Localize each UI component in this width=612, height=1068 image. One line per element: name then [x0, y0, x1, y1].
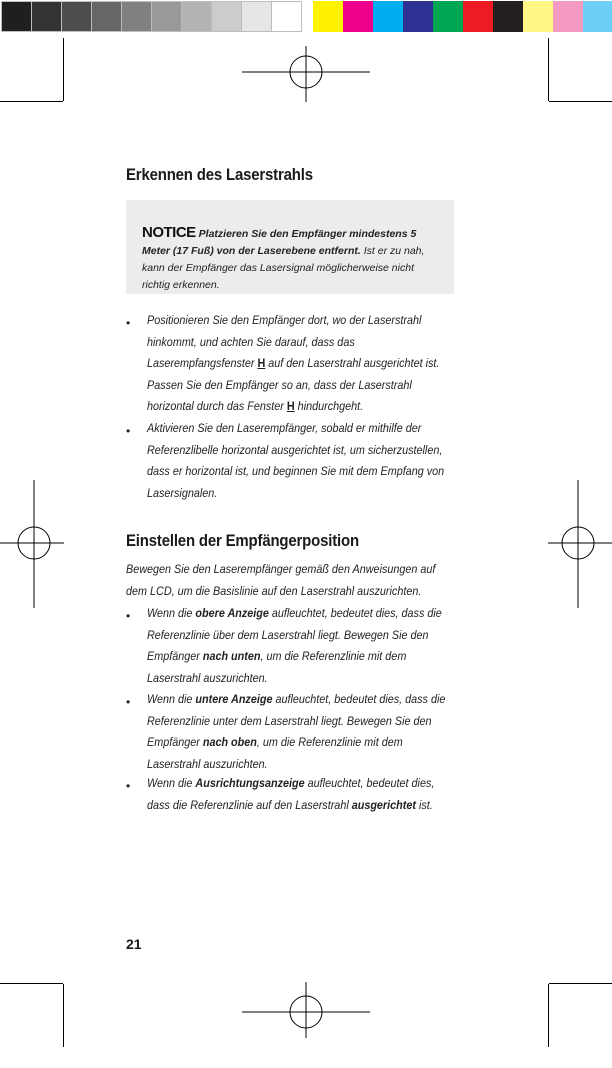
list-item: [147, 773, 453, 816]
gray-swatch: [241, 1, 272, 32]
window-label-h: H: [286, 399, 295, 413]
notice-box: [126, 200, 454, 294]
section-title-laser-detection: Erkennen des Laserstrahls: [126, 165, 313, 184]
gray-swatch: [211, 1, 242, 32]
section-title-receiver-position: Einstellen der Empfängerposition: [126, 531, 359, 550]
color-swatch: [463, 1, 494, 32]
color-swatch: [313, 1, 344, 32]
bullet-icon: •: [126, 316, 131, 330]
bullet-icon: •: [126, 695, 131, 709]
crop-mark: [549, 983, 612, 984]
color-swatch: [493, 1, 524, 32]
list-item-text: auf den Laserstrahl ausgerichtet ist. Passen Sie den Empfänger so an, dass der Laserstrahl horizontal durch das Fenster: [147, 356, 440, 413]
notice-bold-text: Platzieren Sie den Empfänger mindestens 5 Meter (17 Fuß) von der Laserebene entfernt.: [142, 228, 417, 257]
color-swatch: [373, 1, 404, 32]
crop-mark: [548, 38, 549, 101]
page-number: 21: [126, 936, 142, 952]
aligned-label: ausgerichtet: [351, 797, 416, 812]
notice-text: [142, 224, 442, 294]
list-item-text: ist.: [415, 797, 433, 812]
list-item-text: Wenn die: [147, 606, 196, 620]
bullet-icon: •: [126, 609, 131, 623]
list-item-text: , um die Referenzlinie mit dem Laserstrahl auszurichten.: [147, 735, 403, 771]
color-calibration-bar: [0, 0, 612, 33]
list-item-text: Wenn die: [147, 776, 196, 790]
gray-swatch: [31, 1, 62, 32]
gray-swatch: [181, 1, 212, 32]
color-swatch: [583, 1, 612, 32]
crop-mark: [0, 101, 63, 102]
list-item-text: Positionieren Sie den Empfänger dort, wo der Laserstrahl hinkommt, und achten Sie darauf, dass das Laserempfangsfenster: [147, 313, 422, 370]
gray-swatch: [121, 1, 152, 32]
gray-swatch: [91, 1, 122, 32]
list-item-text: aufleuchtet, bedeutet dies, dass die Referenzlinie unter dem Laserstrahl liegt. Bewegen Sie den Empfänger: [147, 692, 446, 749]
crop-mark: [63, 984, 64, 1047]
bullet-icon: •: [126, 779, 131, 793]
crop-mark: [548, 984, 549, 1047]
alignment-indicator-label: Ausrichtungsanzeige: [195, 776, 305, 790]
registration-mark-right: [548, 480, 612, 608]
gray-swatch: [271, 1, 302, 32]
color-swatch: [343, 1, 374, 32]
direction-label: nach oben: [202, 735, 257, 749]
list-item-text: hindurchgeht.: [294, 399, 364, 413]
list-item-text: aufleuchtet, bedeutet dies, dass die Referenzlinie auf den Laserstrahl: [147, 776, 435, 812]
list-item: [147, 418, 453, 504]
list-item-text: Aktivieren Sie den Laserempfänger, sobald er mithilfe der Referenzlibelle horizontal ausgerichtet ist, um sicherzustellen, dass er horizontal ist, und beginnen Sie mit dem Empfang von Lasersignalen.: [147, 421, 445, 500]
lower-indicator-label: untere Anzeige: [195, 692, 273, 706]
list-item-text: Wenn die: [147, 692, 196, 706]
notice-badge: NOTICE: [142, 224, 196, 241]
color-swatch: [403, 1, 434, 32]
crop-mark: [0, 983, 63, 984]
list-item: [147, 689, 453, 775]
gray-swatch: [61, 1, 92, 32]
crop-mark: [549, 101, 612, 102]
list-item-text: , um die Referenzlinie mit dem Laserstrahl auszurichten.: [147, 649, 407, 685]
window-label-h: H: [257, 356, 266, 370]
registration-mark-bottom: [242, 982, 370, 1038]
gray-swatch: [151, 1, 182, 32]
crop-mark: [63, 38, 64, 101]
list-item-text: aufleuchtet, bedeutet dies, dass die Referenzlinie über dem Laserstrahl liegt. Bewegen Sie den Empfänger: [147, 606, 442, 663]
color-swatch: [433, 1, 464, 32]
gray-swatch: [1, 1, 32, 32]
upper-indicator-label: obere Anzeige: [195, 606, 269, 620]
intro-paragraph: Bewegen Sie den Laserempfänger gemäß den Anweisungen auf dem LCD, um die Basislinie auf den Laserstrahl auszurichten.: [126, 562, 436, 598]
notice-body-text: Ist er zu nah, kann der Empfänger das Lasersignal möglicherweise nicht richtig erkennen.: [142, 245, 425, 291]
color-swatch: [523, 1, 554, 32]
direction-label: nach unten: [202, 649, 261, 663]
list-item: [147, 603, 453, 689]
registration-mark-top: [242, 46, 370, 102]
registration-mark-left: [0, 480, 64, 608]
bullet-icon: •: [126, 424, 131, 438]
color-swatch: [553, 1, 584, 32]
list-item: [147, 310, 453, 418]
